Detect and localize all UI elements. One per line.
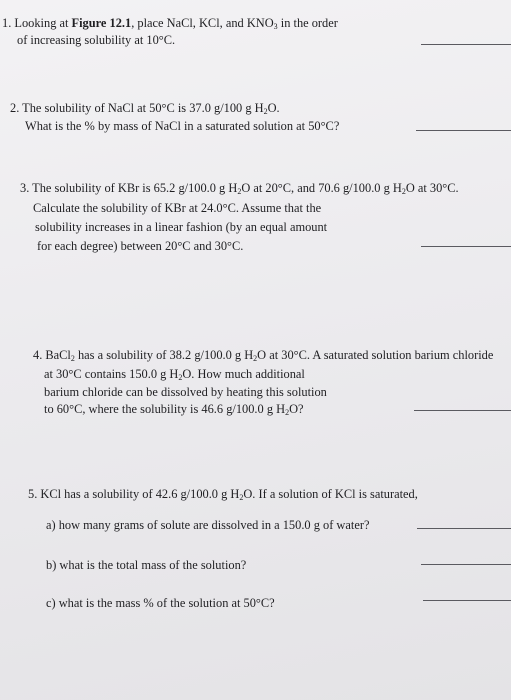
subscript: 2 xyxy=(263,107,268,116)
question-text: in the order xyxy=(277,16,338,30)
question-number: 4. xyxy=(33,348,43,362)
question-text: O? xyxy=(289,402,304,416)
question-text: KCl has a solubility of 42.6 g/100.0 g H xyxy=(40,487,240,501)
question-3-line-2: Calculate the solubility of KBr at 24.0°C. Assume that the xyxy=(33,201,322,215)
question-text: O. xyxy=(267,101,280,115)
question-text: O. How much additional xyxy=(182,367,305,381)
question-text: , place NaCl, KCl, and KNO xyxy=(131,16,274,30)
question-text: to 60°C, where the solubility is 46.6 g/100.0 g H xyxy=(44,402,286,416)
question-4-line-2 xyxy=(44,367,305,382)
question-2-line-2: What is the % by mass of NaCl in a saturated solution at 50°C? xyxy=(25,119,340,133)
question-text: has a solubility of 38.2 g/100.0 g H xyxy=(74,348,254,362)
question-5a: a) how many grams of solute are dissolved in a 150.0 g of water? xyxy=(46,518,370,532)
subscript: 2 xyxy=(253,354,258,363)
question-1-line-2: of increasing solubility at 10°C. xyxy=(17,33,176,47)
question-text: O. If a solution of KCl is saturated, xyxy=(243,487,418,501)
subscript: 2 xyxy=(237,187,242,196)
question-text: The solubility of KBr is 65.2 g/100.0 g H xyxy=(32,181,238,195)
question-4-line-1 xyxy=(33,348,493,363)
question-number: 1. xyxy=(2,16,12,30)
question-text: O at 30°C. A saturated solution barium chloride xyxy=(257,348,494,362)
question-text: Looking at xyxy=(14,16,72,30)
question-number: 3. xyxy=(20,181,30,195)
question-4-line-3: barium chloride can be dissolved by heating this solution xyxy=(44,385,327,399)
answer-blank-1[interactable] xyxy=(421,44,511,45)
subscript: 2 xyxy=(285,408,290,417)
question-5c: c) what is the mass % of the solution at 50°C? xyxy=(46,596,275,610)
question-text: O at 30°C. xyxy=(405,181,459,195)
question-text: The solubility of NaCl at 50°C is 37.0 g/100 g H xyxy=(22,101,264,115)
subscript: 2 xyxy=(239,493,244,502)
subscript: 2 xyxy=(401,187,406,196)
question-number: 2. xyxy=(10,101,20,115)
question-2-line-1 xyxy=(10,101,280,116)
answer-blank-5a[interactable] xyxy=(417,528,511,529)
answer-blank-3[interactable] xyxy=(421,246,511,247)
question-4-line-4 xyxy=(44,402,304,417)
answer-blank-5b[interactable] xyxy=(421,564,511,565)
question-text: BaCl xyxy=(45,348,71,362)
subscript: 3 xyxy=(273,22,278,31)
subscript: 2 xyxy=(70,354,75,363)
question-3-line-3: solubility increases in a linear fashion (by an equal amount xyxy=(35,220,328,234)
question-number: 5. xyxy=(28,487,38,501)
question-text: at 30°C contains 150.0 g H xyxy=(44,367,179,381)
answer-blank-4[interactable] xyxy=(414,410,511,411)
answer-blank-2[interactable] xyxy=(416,130,511,131)
question-3-line-4: for each degree) between 20°C and 30°C. xyxy=(37,239,244,253)
question-5-line-1 xyxy=(28,487,418,502)
question-5b: b) what is the total mass of the solution? xyxy=(46,558,247,572)
question-1-line-1 xyxy=(2,16,338,31)
subscript: 2 xyxy=(178,373,183,382)
question-3-line-1 xyxy=(20,181,459,196)
figure-reference: Figure 12.1 xyxy=(71,16,132,30)
question-text: O at 20°C, and 70.6 g/100.0 g H xyxy=(241,181,402,195)
answer-blank-5c[interactable] xyxy=(423,600,511,601)
